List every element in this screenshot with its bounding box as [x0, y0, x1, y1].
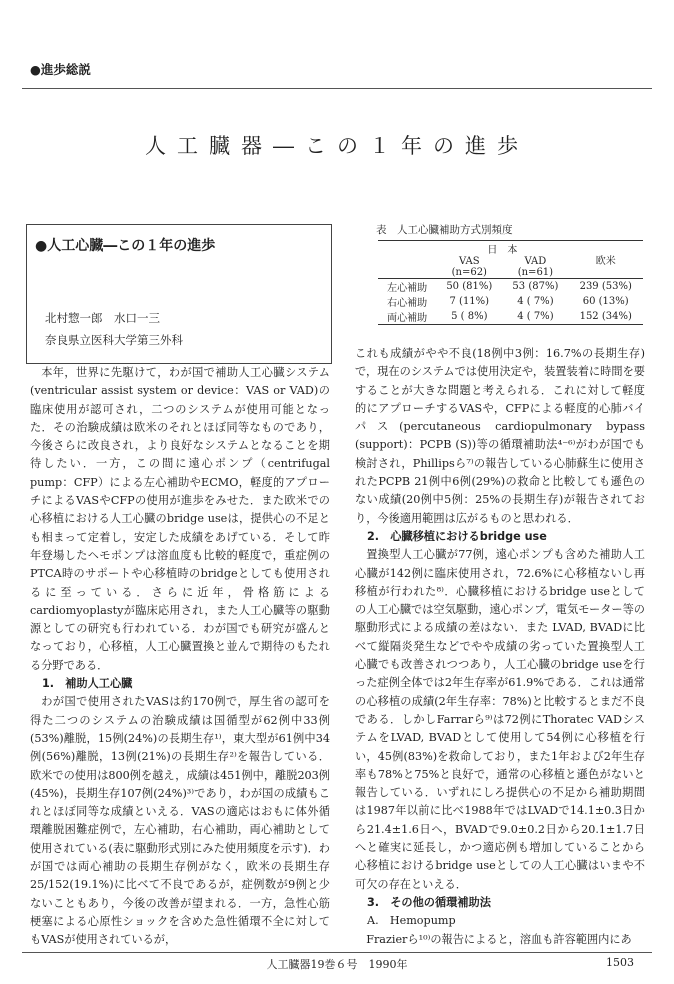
subsection-heading: A. Hemopump [367, 914, 456, 928]
cell: 7 (11%) [449, 296, 490, 307]
table-caption: 表 人工心臓補助方式別頻度 [376, 224, 513, 236]
cell: 53 (87%) [502, 279, 568, 295]
row-label: 両心補助 [378, 309, 436, 325]
section-heading: 1. 補助人工心臓 [42, 677, 133, 691]
table-row [378, 279, 643, 295]
page-number: 1503 [606, 956, 634, 969]
section-heading: 3. その他の循環補助法 [367, 895, 491, 909]
left-column [30, 364, 330, 950]
section-heading: 2. 心臓移植におけるbridge use [367, 529, 547, 543]
table-row [378, 309, 643, 325]
col-west: 欧米 [568, 241, 643, 279]
n-vad: (n=61) [517, 267, 554, 278]
cell: 5 ( 8%) [436, 309, 502, 325]
table-row [378, 294, 643, 309]
intro-paragraph: 本年，世界に先駆けて，わが国で補助人工心臓システム(ventricular assist system or device：VAS or VAD)の臨床使用が認可され，二つのシステムが使用可能となった．その治験成績は欧米のそれとほぼ同等なものであり，今後さらに改良され，より良好なシステムとなることを期待したい．一方，この間に遠心ポンプ（centrifugal pump：CFP）による左心補助やECMO，軽度的アプローチによるVASやCFPの使用が進歩をみせた．また欧米での心移植における人工心臓のbridge useは，提供心の不足とも相まって定着し，安定した成績をあげている．そして昨年登場したヘモポンプは溶血度も比較的軽度で，重症例のPTCA時のサポートや心移植時のbridgeとしても使用されるに至っている．さらに近年，骨格筋によるcardiomyoplastyが臨床応用され，また人工心臓等の駆動源としての研究も行われている．わが国でも研究が盛んとなっており，心移植，人工心臓置換と並んで期待のもたれる分野である． [30, 366, 330, 672]
paragraph: 置換型人工心臓が77例，遠心ポンプも含めた補助人工心臓が142例に臨床使用され，72.6%に心移植ないし再移植が行われた⁸⁾．心臓移植におけるbridge useとしての人工心臓では空気駆動，遠心ポンプ，電気モーター等の駆動形式による成績の差はない．また LVAD, BVADに比べて縦隔炎発生などでやや成績の劣っていた置換型人工心臓でも改善されつつあり，人工心臓のbridge useを行った症例全体では2年生存率が61.9%である．これは通常の心移植の成績(2年生存率：78%)と比較するとまだ不良である．しかしFarrarら⁹⁾は72例にThoratec VADシステムをLVAD, BVADとして使用して54例に心移植を行い，45例(83%)を救命しており，また1年および2年生存率も78%と75%と良好で，通常の心移植と遜色がないと報告している．いずれにしろ提供心の不足から補助期間は1987年以前に比べ1988年ではLVADで14.1±0.3日から21.4±1.6日へ，BVADで9.0±0.2日から20.1±1.7日へと確実に延長し，かつ適応例も増加していることから心移植におけるbridge useとしての人工心臓はいまや不可欠の存在といえる． [355, 548, 645, 891]
journal-citation: 人工臓器19巻６号 1990年 [266, 958, 408, 971]
paragraph: Frazierら¹⁰⁾の報告によると，溶血も許容範囲内にあ [366, 932, 632, 946]
top-rule [22, 88, 652, 89]
cell: 4 ( 7%) [502, 309, 568, 325]
col-vas: VAS [458, 256, 480, 267]
row-label: 左心補助 [378, 279, 436, 295]
authors: 北村惣一郎 水口一三 [45, 311, 160, 325]
affiliation: 奈良県立医科大学第三外科 [45, 333, 183, 347]
right-column [355, 345, 645, 949]
article-box [26, 224, 332, 364]
row-label: 右心補助 [387, 298, 428, 309]
article-title: ●人工心臓―この１年の進歩 [35, 238, 216, 254]
n-vas: (n=62) [451, 267, 487, 278]
cell: 50 (81%) [436, 279, 502, 295]
cell: 60 (13%) [582, 296, 629, 307]
page-title: 人工臓器―この１年の進歩 [145, 134, 529, 158]
paragraph: これも成績がやや不良(18例中3例：16.7%の長期生存)で，現在のシステムでは使用決定や，装置装着に時間を要することが大きな問題と考えられる．これに対して軽度的にアプローチするVASや，CFPによる軽度的心肺バイパス(percutaneous cardiopulmonary bypass (support)：PCPB (S))等の循環補助法⁴⁻⁶⁾がわが国でも検討され，Phillipsら⁷⁾の報告している心肺蘇生に使用されたPCPB 21例中6例(29%)の救命と比較しても遜色のない成績(20例中5例：25%の長期生存)が報告されており，今後適用範囲は広がるものと思われる． [355, 347, 645, 525]
paragraph: わが国で使用されたVASは約170例で，厚生省の認可を得た二つのシステムの治験成績は国循型が62例中33例(53%)離脱，15例(24%)の長期生存¹⁾，東大型が61例中34例(56%)離脱，13例(21%)の長期生存²⁾を報告している．欧米での使用は800例を越え，成績は451例中，離脱203例(45%)，長期生存107例(24%)³⁾であり，わが国の成績もこれとほぼ同等な成績といえる．VASの適応はおもに体外循環離脱困難症例で，左心補助，右心補助，両心補助として使用されている(表に駆動形式別にみた使用頻度を示す)．わが国では両心補助の長期生存例がなく，欧米の長期生存25/152(19.1%)に比べて不良であるが，症例数が9例と少ないこともあり，今後の改善が望まれる．一方，急性心筋梗塞による心原性ショックを含めた急性循環不全に対してもVASが使用されているが， [30, 695, 330, 947]
col-vad: VAD [524, 256, 547, 267]
section-tag: ●進歩総説 [30, 62, 91, 77]
group-header: 日 本 [436, 241, 568, 257]
data-table [378, 240, 643, 325]
cell: 239 (53%) [568, 279, 643, 295]
cell: 4 ( 7%) [517, 296, 554, 307]
footer-rule [22, 952, 652, 953]
cell: 152 (34%) [568, 309, 643, 325]
